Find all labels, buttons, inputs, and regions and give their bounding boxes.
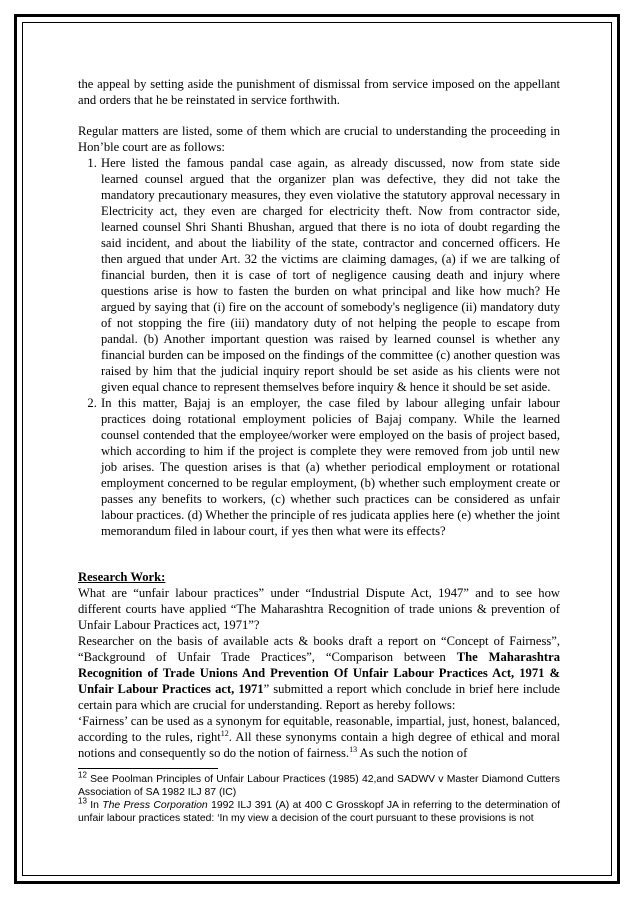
paragraph-appeal: the appeal by setting aside the punishment of dismissal from service imposed on the appellant and orders that he be reinstated in service forthwith. bbox=[78, 77, 560, 107]
footnote-divider bbox=[78, 768, 218, 769]
footnotes bbox=[78, 768, 560, 825]
footnote-13: $^{13}$ In The Press Corporation 1992 ILJ 391 (A) at 400 C Grosskopf JA in referring to the determination of unfair labour practices stated: ‘In my view a decision of the court pursuant to these provisions is not bbox=[78, 796, 560, 824]
footnote-ref[interactable]: 12 bbox=[220, 728, 229, 738]
paragraph-regular-matters: Regular matters are listed, some of them which are crucial to understanding the proceeding in Hon’ble court are as follows: bbox=[78, 124, 560, 154]
paragraph-research-question: What are “unfair labour practices” under “Industrial Dispute Act, 1947” and to see how different courts have applied “The Maharashtra Recognition of trade unions & prevention of Unfair Labour Practices act, 1971”? bbox=[78, 586, 560, 632]
section-heading: Research Work: bbox=[78, 570, 166, 584]
footnote-12: $^{12}$ See Poolman Principles of Unfair Labour Practices (1985) 42,and SADWV v Master Diamond Cutters Association of SA 1982 ILJ 87 (IC) bbox=[78, 770, 560, 798]
paragraph-fairness: ‘Fairness’ can be used as a synonym for equitable, reasonable, impartial, just, honest, balanced, according to the rules, right$^{12}$. All these synonyms contain a high degree of ethical and moral notions and consequently so do the notion of fairness.$^{13}$ As such the notion of bbox=[78, 714, 561, 760]
document-body bbox=[78, 76, 560, 761]
matters-list bbox=[78, 155, 560, 539]
act-title: The Maharashtra Recognition of Trade Unions And Prevention Of Unfair Labour Practices Act, 1971 & Unfair Labour Practices act, 1971 bbox=[78, 650, 560, 696]
footnote-ref[interactable]: 13 bbox=[349, 744, 358, 754]
list-item: 1. Here listed the famous pandal case again, as already discussed, now from state side learned counsel argued that the organizer plan was defective, they did not take the mandatory precautionary measures, they even violative the statutory approval necessary in Electricity act, they even are charged for electricity theft. Now from contractor side, learned counsel Shri Shanti Bhushan, argued that there is no iota of doubt regarding the said incident, and about the liability of the state, contractor and concerned officers. He then argued that under Art. 32 the victims are claiming damages, (a) if we are talking of financial burden, then it is case of tort of negligence causing death and injury where questions arise is how to fasten the burden on what principal and like how much? He argued by saying that (i) fire on the account of somebody's negligence (ii) mandatory duty of not stopping the fire (iii) mandatory duty of not helping the people to escape from pandal. (b) Another important question was raised by learned counsel is whether any financial burden can be imposed on the findings of the committee (c) another question was raised by him that the judicial inquiry report should be set aside as his clients were not given equal chance to represent themselves before inquiry & hence it should be set aside. bbox=[100, 155, 560, 395]
list-item: 2. In this matter, Bajaj is an employer, the case filed by labour alleging unfair labour practices doing rotational employment policies of Bajaj company. While the learned counsel contended that the employee/worker were employed on the basis of project based, which according to him if the project is complete they were removed from job until new job arises. The question arises is that (a) whether periodical employment or rotational employment concerned to be regular employment, (b) whether such employment create or passes any benefits to workers, (c) whether such practices can be considered as unfair labour practices. (d) Whether the principle of res judicata applies here (e) whether the joint memorandum filed in labour court, if yes then what were its effects? bbox=[100, 395, 560, 539]
paragraph-researcher: Researcher on the basis of available acts & books draft a report on “Concept of Fairness”, “Background of Unfair Trade Practices”, “Comparison between The Maharashtra Recognition of Trade Unions And Prevention Of Unfair Labour Practices Act, 1971 & Unfair Labour Practices act, 1971” submitted a report which conclude in brief here include certain para which are crucial for understanding. Report as hereby follows: bbox=[78, 634, 560, 712]
